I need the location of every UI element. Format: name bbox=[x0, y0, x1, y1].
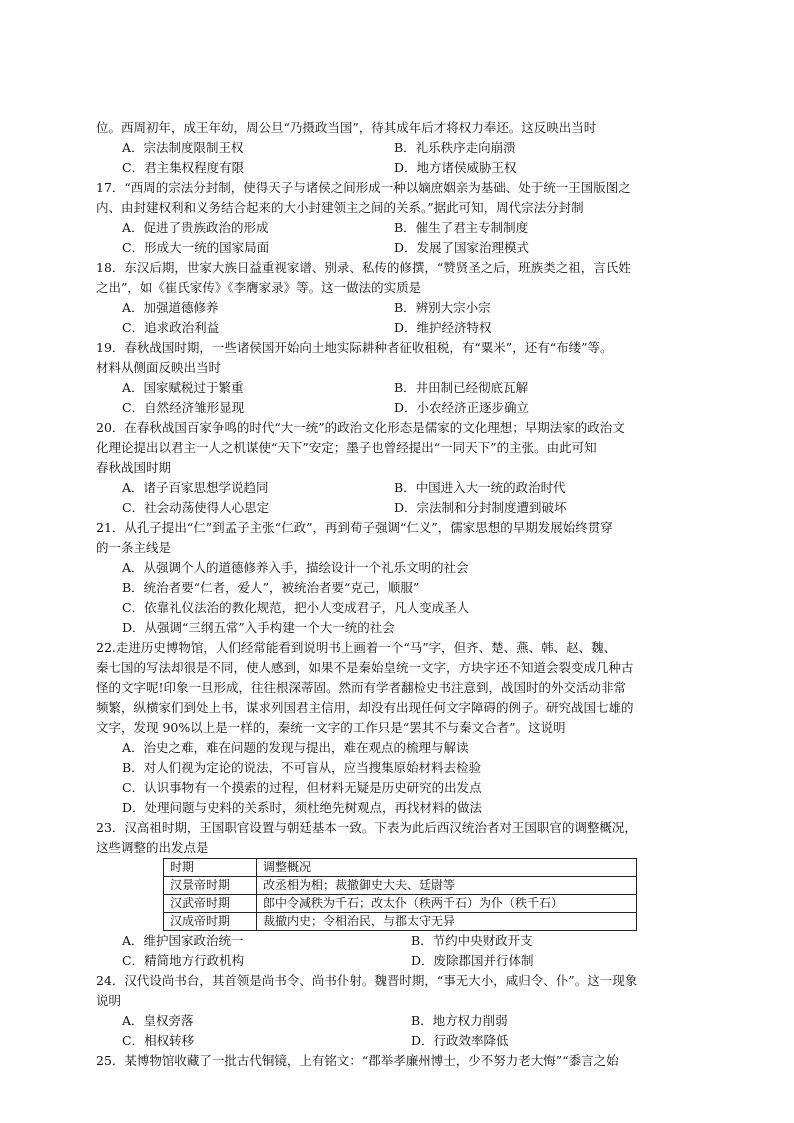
q18-stem-line2: 之出”，如《崔氏家传》《李膺家录》等。这一做法的实质是 bbox=[96, 280, 422, 295]
q19-option-a[interactable]: A．国家赋税过于繁重 bbox=[122, 380, 244, 395]
table-cell-summary: 改丞相为相；裁撤御史大夫、廷尉等 bbox=[257, 877, 637, 895]
table-row bbox=[164, 895, 637, 913]
q22-stem-line2: 秦七国的写法却很是不同，使人感到，如果不是秦始皇统一文字，方块字还不知道会裂变成几种古 bbox=[96, 660, 634, 675]
q23-option-b[interactable]: B．节约中央财政开支 bbox=[411, 933, 533, 948]
q24-options-row1 bbox=[96, 1011, 700, 1031]
q18-option-d[interactable]: D．维护经济特权 bbox=[394, 320, 492, 335]
q16-options-row1 bbox=[96, 138, 700, 158]
q20-stem-line3: 春秋战国时期 bbox=[96, 460, 172, 475]
q16-option-a[interactable]: A．宗法制度限制王权 bbox=[122, 140, 244, 155]
q23-stem-line1: 23．汉高祖时期，王国职官设置与朝廷基本一致。下表为此后西汉统治者对王国职官的调整概况， bbox=[96, 820, 637, 835]
q24-option-b[interactable]: B．地方权力削弱 bbox=[411, 1013, 508, 1028]
q17-option-a[interactable]: A．促进了贵族政治的形成 bbox=[122, 220, 269, 235]
q24-stem-line2: 说明 bbox=[96, 993, 122, 1008]
q21-option-c[interactable]: C．依靠礼仪法治的教化规范，把小人变成君子，凡人变成圣人 bbox=[122, 600, 470, 615]
q23-stem-line2: 这些调整的出发点是 bbox=[96, 840, 209, 855]
table-header-row bbox=[164, 859, 637, 877]
q24-option-a[interactable]: A．皇权旁落 bbox=[122, 1013, 194, 1028]
q22-option-d[interactable]: D．处理问题与史料的关系时，须杜绝先树观点，再找材料的做法 bbox=[122, 800, 483, 815]
q22-stem-line1: 22.走进历史博物馆，人们经常能看到说明书上画着一个“马”字，但齐、楚、燕、韩、赵、魏、 bbox=[96, 640, 617, 655]
q20-stem-line2: 化理论提出以君主一人之机谋使“天下”安定；墨子也曾经提出“一同天下”的主张。由此可知 bbox=[96, 440, 597, 455]
q20-stem-line1: 20．在春秋战国百家争鸣的时代“大一统”的政治文化形态是儒家的文化理想；早期法家的政治文 bbox=[96, 420, 625, 435]
q19-option-d[interactable]: D．小农经济正逐步确立 bbox=[394, 400, 530, 415]
q23-adjustment-table bbox=[163, 858, 637, 931]
q22-stem-line4: 频繁，纵横家们到处上书，谋求列国君主信用，却没有出现任何文字障碍的例子。研究战国七雄的 bbox=[96, 700, 634, 715]
q16-option-d[interactable]: D．地方诸侯威胁王权 bbox=[394, 160, 517, 175]
q19-option-b[interactable]: B．井田制已经彻底瓦解 bbox=[394, 380, 529, 395]
q21-option-a[interactable]: A．从强调个人的道德修养入手，描绘设计一个礼乐文明的社会 bbox=[122, 560, 469, 575]
q19-stem-line1: 19．春秋战国时期，一些诸侯国开始向土地实际耕种者征收租税，有“粟米”，还有“布缕”等。 bbox=[96, 340, 613, 355]
q17-stem-line2: 内、由封建权利和义务结合起来的大小封建领主之间的关系。”据此可知，周代宗法分封制 bbox=[96, 200, 584, 215]
q23-options-row1 bbox=[96, 931, 700, 951]
q21-option-d[interactable]: D．从强调“三纲五常”入手构建一个大一统的社会 bbox=[122, 620, 395, 635]
q20-option-c[interactable]: C．社会动荡使得人心思定 bbox=[122, 500, 270, 515]
q18-stem-line1: 18．东汉后期，世家大族日益重视家谱、别录、私传的修撰，“赞贤圣之后，班族类之祖，言氏姓 bbox=[96, 260, 631, 275]
q20-option-b[interactable]: B．中国进入大一统的政治时代 bbox=[394, 480, 566, 495]
q22-stem-line5: 文字，发现 90%以上是一样的，秦统一文字的工作只是“罢其不与秦文合者”。这说明 bbox=[96, 720, 566, 735]
q22-option-a[interactable]: A．治史之难，难在问题的发现与提出，难在观点的梳理与解读 bbox=[122, 740, 469, 755]
q21-option-b[interactable]: B．统治者要“仁者，爱人”，被统治者要“克己，顺服” bbox=[122, 580, 420, 595]
q16-stem: 位。西周初年，成王年幼，周公旦“乃摄政当国”，待其成年后才将权力奉还。这反映出当时 bbox=[96, 120, 597, 135]
q19-stem-line2: 材料从侧面反映出当时 bbox=[96, 360, 222, 375]
q23-option-a[interactable]: A．维护国家政治统一 bbox=[122, 933, 244, 948]
q22-stem-line3: 怪的文字呢!印象一旦形成，往往根深蒂固。然而有学者翻检史书注意到，战国时的外交活动非常 bbox=[96, 680, 627, 695]
table-row bbox=[164, 913, 637, 931]
q18-options-row1 bbox=[96, 298, 700, 318]
table-cell-period: 汉景帝时期 bbox=[164, 877, 257, 895]
table-cell-summary: 郎中令减秩为千石；改太仆（秩两千石）为仆（秩千石） bbox=[257, 895, 637, 913]
q23-options-row2 bbox=[96, 951, 700, 971]
table-cell-period: 汉成帝时期 bbox=[164, 913, 257, 931]
q18-option-c[interactable]: C．追求政治利益 bbox=[122, 320, 220, 335]
q20-option-a[interactable]: A．诸子百家思想学说趋同 bbox=[122, 480, 269, 495]
q18-option-b[interactable]: B．辨别大宗小宗 bbox=[394, 300, 491, 315]
q16-option-b[interactable]: B．礼乐秩序走向崩溃 bbox=[394, 140, 516, 155]
q19-options-row2 bbox=[96, 398, 700, 418]
q23-option-d[interactable]: D．废除郡国并行体制 bbox=[411, 953, 534, 968]
q24-option-d[interactable]: D．行政效率降低 bbox=[411, 1033, 509, 1048]
q22-option-b[interactable]: B．对人们视为定论的说法，不可盲从，应当搜集原始材料去检验 bbox=[122, 760, 482, 775]
table-header-summary: 调整概况 bbox=[257, 859, 637, 877]
q17-options-row1 bbox=[96, 218, 700, 238]
q24-option-c[interactable]: C．相权转移 bbox=[122, 1033, 195, 1048]
q19-option-c[interactable]: C．自然经济雏形显现 bbox=[122, 400, 245, 415]
q18-option-a[interactable]: A．加强道德修养 bbox=[122, 300, 219, 315]
q17-stem-line1: 17．“西周的宗法分封制，使得天子与诸侯之间形成一种以嫡庶姻亲为基础、处于统一王国版图之 bbox=[96, 180, 631, 195]
table-header-period: 时期 bbox=[164, 859, 257, 877]
q21-stem-line2: 的一条主线是 bbox=[96, 540, 172, 555]
q22-option-c[interactable]: C．认识事物有一个摸索的过程，但材料无疑是历史研究的出发点 bbox=[122, 780, 482, 795]
q17-option-c[interactable]: C．形成大一统的国家局面 bbox=[122, 240, 270, 255]
q20-options-row2 bbox=[96, 498, 700, 518]
exam-page bbox=[96, 118, 700, 1071]
q21-stem-line1: 21．从孔子提出“仁”到孟子主张“仁政”，再到荀子强调“仁义”，儒家思想的早期发展始终贯穿 bbox=[96, 520, 613, 535]
q18-options-row2 bbox=[96, 318, 700, 338]
q25-stem: 25．某博物馆收藏了一批古代铜镜，上有铭文：“郡举孝廉州博士，少不努力老大悔”“黍言之始 bbox=[96, 1053, 619, 1068]
q19-options-row1 bbox=[96, 378, 700, 398]
q20-option-d[interactable]: D．宗法制和分封制度遭到破坏 bbox=[394, 500, 567, 515]
table-cell-summary: 裁撤内史；令相治民，与郡太守无异 bbox=[257, 913, 637, 931]
q23-option-c[interactable]: C．精简地方行政机构 bbox=[122, 953, 245, 968]
q24-options-row2 bbox=[96, 1031, 700, 1051]
q16-option-c[interactable]: C．君主集权程度有限 bbox=[122, 160, 245, 175]
q24-stem-line1: 24．汉代设尚书台，其首领是尚书令、尚书仆射。魏晋时期，“事无大小，咸归令、仆”。这一现象 bbox=[96, 973, 638, 988]
q20-options-row1 bbox=[96, 478, 700, 498]
table-cell-period: 汉武帝时期 bbox=[164, 895, 257, 913]
q17-option-d[interactable]: D．发展了国家治理模式 bbox=[394, 240, 530, 255]
q16-options-row2 bbox=[96, 158, 700, 178]
q17-options-row2 bbox=[96, 238, 700, 258]
q17-option-b[interactable]: B．催生了君主专制制度 bbox=[394, 220, 529, 235]
table-row bbox=[164, 877, 637, 895]
